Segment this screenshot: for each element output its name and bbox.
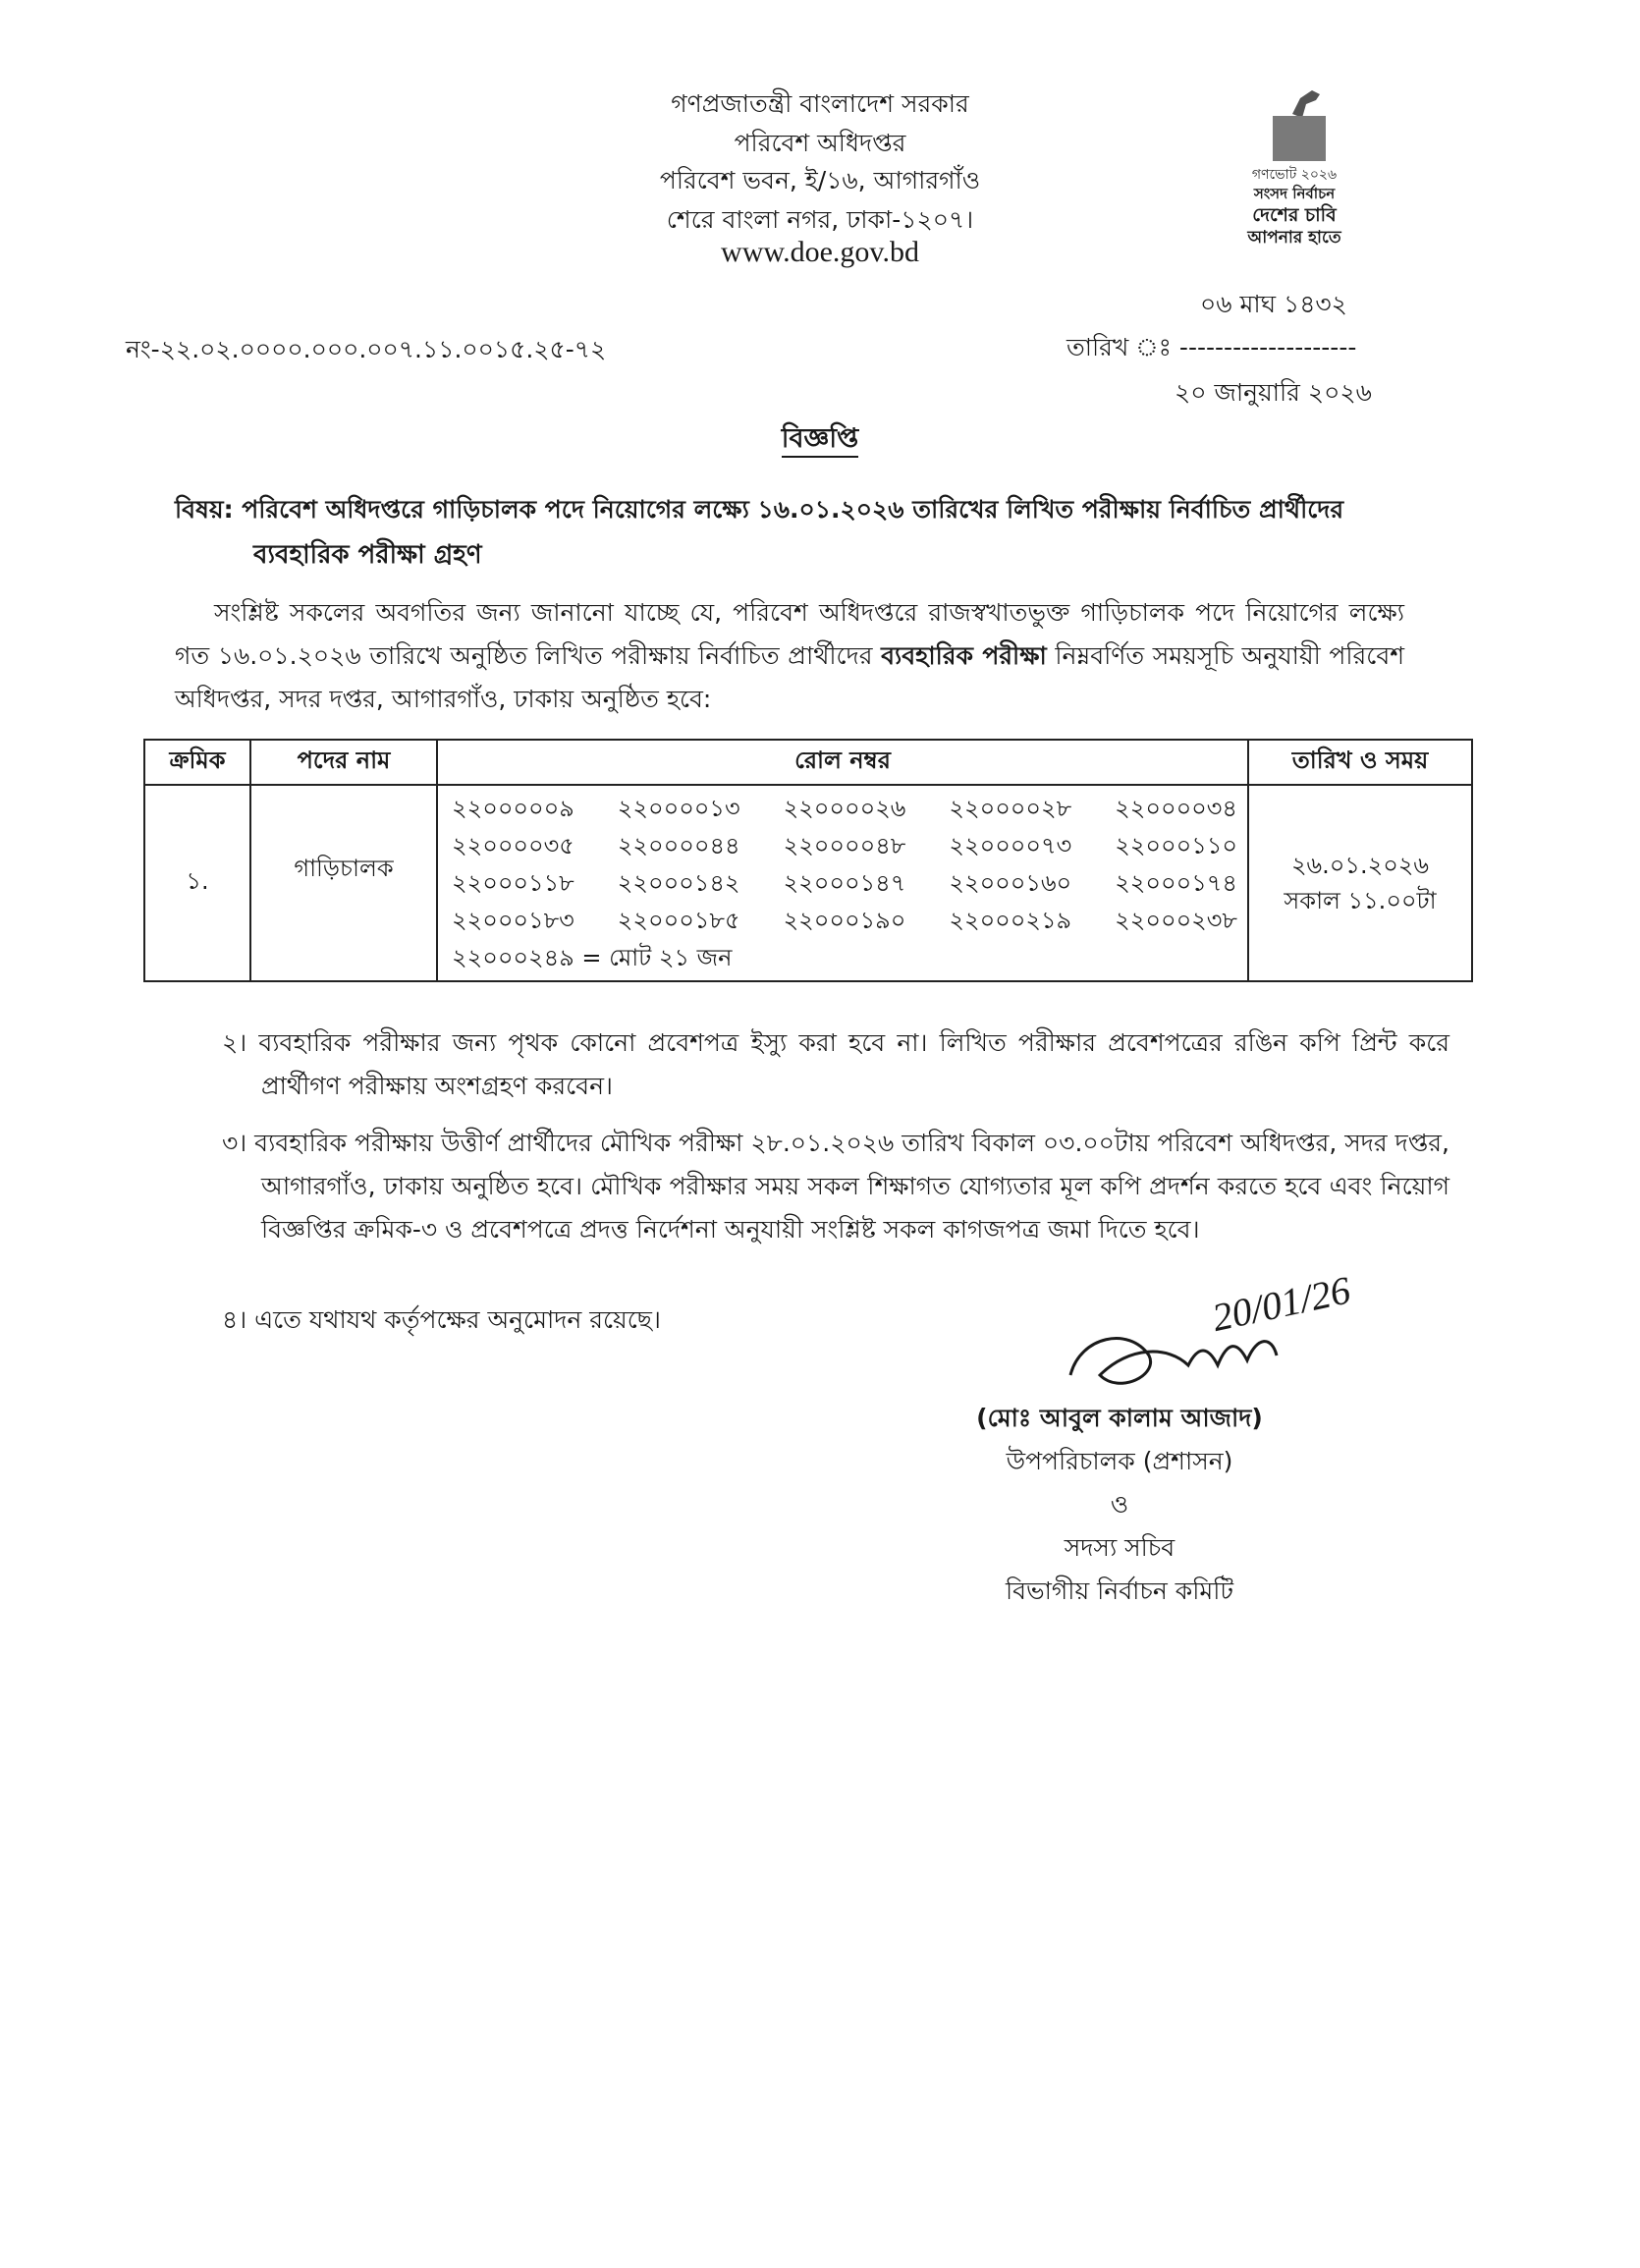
roll-number: ২২০০০১৪৭ [783,869,906,897]
roll-number: ২২০০০১৮৫ [617,907,740,934]
emblem-line-3: দেশের চাবি [1252,204,1337,226]
roll-row-total [452,939,1237,976]
subject [175,487,1412,578]
roll-number: ২২০০০০৭৩ [949,832,1072,859]
roll-number: ২২০০০২১৯ [949,907,1072,934]
exam-time: সকাল ১১.০০টা [1284,887,1437,914]
point-4: ৪। এতে যথাযথ কর্তৃপক্ষের অনুমোদন রয়েছে। [222,1305,661,1334]
signatory-name: (মোঃ আবুল কালাম আজাদ) [976,1404,1263,1432]
roll-number: ২২০০০০৩৫ [452,832,574,859]
date-english: ২০ জানুয়ারি ২০২৬ [1175,378,1372,407]
roll-number: ২২০০০০৪৪ [617,832,740,859]
roll-number: ২২০০০০৪৮ [783,832,906,859]
cell-rolls [437,785,1248,981]
table-row [144,785,1472,981]
point-3: ৩। ব্যবহারিক পরীক্ষায় উত্তীর্ণ প্রার্থীদের মৌখিক পরীক্ষা ২৮.০১.২০২৬ তারিখ বিকাল ০৩.০০টায় পরিবেশ অধিদপ্তর, সদর দপ্তর, আগারগাঁও, ঢাকায় অনুষ্ঠিত হবে। মৌখিক পরীক্ষার সময় সকল শিক্ষাগত যোগ্যতার মূল কপি প্রদর্শন করতে হবে এবং নিয়োগ বিজ্ঞপ্তির ক্রমিক-৩ ও প্রবেশপত্রে প্রদত্ত নির্দেশনা অনুযায়ী সংশ্লিষ্ট সকল কাগজপত্র জমা দিতে হবে। [222,1129,1449,1244]
cell-date-time [1248,785,1472,981]
intro-text-2: নিম্নবর্ণিত সময়সূচি অনুযায়ী পরিবেশ অধিদপ্তর, সদর দপ্তর, আগারগাঁও, ঢাকায় অনুষ্ঠিত হবে: [175,641,1405,713]
emblem-line-4: আপনার হাতে [1247,228,1341,248]
cell-post: গাড়িচালক [250,785,437,981]
roll-number: ২২০০০১১০ [1115,832,1237,859]
header-post: পদের নাম [250,740,437,785]
roll-number: ২২০০০১৯০ [783,907,906,934]
roll-number: ২২০০০১৮৩ [452,907,574,934]
emblem-line-1: গণভোট ২০২৬ [1251,167,1338,183]
election-emblem [1206,77,1383,273]
department-name: পরিবেশ অধিদপ্তর [734,129,906,157]
govt-name: গণপ্রজাতন্ত্রী বাংলাদেশ সরকার [671,89,969,118]
signature-date: 20/01/26 [1208,1267,1354,1341]
intro-bold: ব্যবহারিক পরীক্ষা [881,641,1047,670]
roll-row [452,790,1237,827]
roll-number: ২২০০০০১৩ [617,795,740,822]
address-line-2: শেরে বাংলা নগর, ঢাকা-১২০৭। [666,205,974,234]
roll-number: ২২০০০০২৮ [949,795,1072,822]
roll-row [452,902,1237,939]
subject-line-2: ব্যবহারিক পরীক্ষা গ্রহণ [253,540,482,570]
date-bangla: ০৬ মাঘ ১৪৩২ [1200,290,1347,318]
notice-title [0,418,1640,463]
roll-number: ২২০০০১১৮ [452,869,574,897]
notice-title-text: বিজ্ঞপ্তি [782,423,859,458]
roll-row [452,864,1237,902]
header-serial: ক্রমিক [144,740,250,785]
roll-number: ২২০০০০০৯ [452,795,574,822]
signatory-committee: বিভাগীয় নির্বাচন কমিটি [1005,1577,1234,1605]
cell-serial: ১. [144,785,250,981]
roll-number: ২২০০০০৩৪ [1115,795,1237,822]
memo-number: নং-২২.০২.০০০০.০০০.০০৭.১১.০০১৫.২৫-৭২ [126,335,607,363]
point-2: ২। ব্যবহারিক পরীক্ষার জন্য পৃথক কোনো প্রবেশপত্র ইস্যু করা হবে না। লিখিত পরীক্ষার প্রবেশপত্রের রঙিন কপি প্রিন্ট করে প্রার্থীগণ পরীক্ষায় অংশগ্রহণ করবেন। [222,1028,1449,1100]
exam-date: ২৬.০১.২০২৬ [1290,852,1430,879]
roll-total: ২২০০০২৪৯ = মোট ২১ জন [452,944,733,971]
roll-number: ২২০০০০২৬ [783,795,906,822]
subject-line-1: বিষয়: পরিবেশ অধিদপ্তরে গাড়িচালক পদে নিয়োগের লক্ষ্যে ১৬.০১.২০২৬ তারিখের লিখিত পরীক্ষায় নির্বাচিত প্রার্থীদের [175,495,1344,524]
roll-number: ২২০০০২৩৮ [1115,907,1237,934]
ballot-box-shape [1273,116,1326,161]
roll-number: ২২০০০১৬০ [949,869,1072,897]
roll-number: ২২০০০১৭৪ [1115,869,1237,897]
roll-number: ২২০০০১৪২ [617,869,740,897]
signatory-conj: ও [1110,1490,1129,1519]
signature-block [943,1397,1296,1613]
intro-text-1: সংশ্লিষ্ট সকলের অবগতির জন্য জানানো যাচ্ছে যে, পরিবেশ অধিদপ্তরে রাজস্বখাতভুক্ত গাড়িচালক পদে নিয়োগের লক্ষ্যে গত ১৬.০১.২০২৬ তারিখে অনুষ্ঠিত লিখিত পরীক্ষায় নির্বাচিত প্রার্থীদের [175,598,1404,670]
signatory-designation: উপপরিচালক (প্রশাসন) [1006,1447,1233,1475]
header-roll: রোল নম্বর [437,740,1248,785]
roll-table [143,739,1473,982]
date-label: তারিখ ঃ -------------------- [1066,333,1357,361]
intro-paragraph [175,591,1404,721]
website-link[interactable]: www.doe.gov.bd [721,236,919,268]
header-date-time: তারিখ ও সময় [1248,740,1472,785]
roll-row [452,827,1237,864]
table-header-row [144,740,1472,785]
address-line-1: পরিবেশ ভবন, ই/১৬, আগারগাঁও [659,166,981,194]
emblem-line-2: সংসদ নির্বাচন [1253,185,1336,202]
signatory-role: সদস্য সচিব [1064,1533,1175,1562]
